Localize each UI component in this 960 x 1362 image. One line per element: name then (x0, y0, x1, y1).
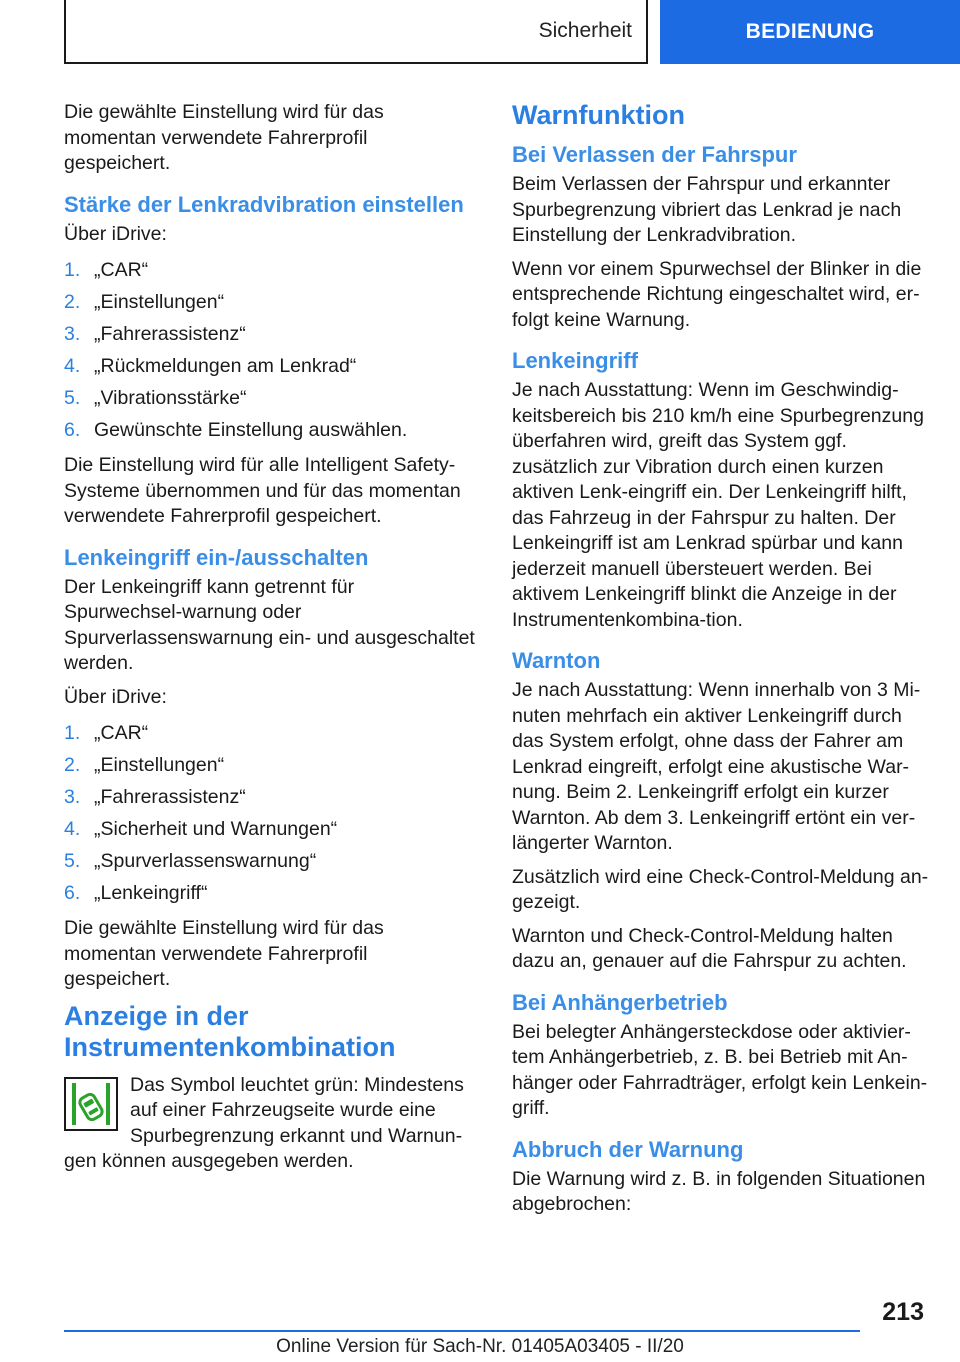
list-item-text: „CAR“ (94, 722, 149, 745)
steering-intervention-heading: Lenkeingriff (512, 348, 638, 373)
list-item-number: 4. (64, 818, 81, 841)
steering-toggle-text: Der Lenkeingriff kann getrennt für Spurwechsel-warnung oder Spurverlassenswarnung ein- und ausgeschaltet werden. (64, 575, 475, 674)
lane-departure-icon (64, 1077, 118, 1131)
list-item-text: „Lenkeingriff“ (94, 882, 208, 905)
intro-paragraph: Die gewählte Einstellung wird für das momentan verwendete Fahrerprofil gespeichert. (64, 101, 384, 174)
list-item-number: 4. (64, 355, 81, 378)
page-number: 213 (882, 1298, 924, 1326)
list-item (64, 750, 476, 782)
abort-text: Die Warnung wird z. B. in folgenden Situationen abgebrochen: (512, 1167, 926, 1215)
list-item-number: 6. (64, 882, 81, 905)
list-item-text: „Vibrationsstärke“ (94, 387, 247, 410)
header-section-title: Sicherheit (538, 19, 632, 42)
list-item-text: „Spurverlassenswarnung“ (94, 850, 317, 873)
steering-toggle-note: Die gewählte Einstellung wird für das momentan verwendete Fahrerprofil gespeichert. (64, 917, 384, 990)
list-item (64, 814, 476, 846)
footer-divider (64, 1330, 860, 1332)
display-heading: Anzeige in der Instrumentenkombination (64, 1000, 396, 1062)
lane-leave-p2: Wenn vor einem Spurwechsel der Blinker in die entsprechende Richtung eingeschaltet wird, er-folgt keine Warnung. (512, 257, 922, 331)
warning-tone-heading: Warnton (512, 648, 601, 673)
header-chapter-title: BEDIENUNG (745, 20, 875, 43)
list-item-text: „Sicherheit und Warnungen“ (94, 818, 338, 841)
left-column (64, 100, 476, 1183)
warning-tone-p2: Zusätzlich wird eine Check-Control-Meldung an-gezeigt. (512, 865, 929, 913)
header-chapter-tab (660, 0, 960, 64)
list-item-number: 2. (64, 291, 81, 314)
list-item-number: 3. (64, 323, 81, 346)
vibration-note: Die Einstellung wird für alle Intelligent Safety-Systeme übernommen und für das momentan verwendete Fahrerprofil gespeichert. (64, 454, 461, 527)
list-item-text: „Einstellungen“ (94, 754, 225, 777)
list-item-number: 2. (64, 754, 81, 777)
list-item-text: „Fahrerassistenz“ (94, 323, 246, 346)
abort-heading: Abbruch der Warnung (512, 1136, 744, 1162)
header-section-box (64, 0, 648, 64)
list-item-number: 1. (64, 722, 81, 745)
list-item (64, 718, 476, 750)
steering-toggle-steps (64, 718, 476, 910)
footer-online-version: Online Version für Sach-Nr. 01405A03405 - II/20 (276, 1336, 684, 1357)
list-item (64, 878, 476, 910)
list-item (64, 255, 476, 287)
list-item-text: „Fahrerassistenz“ (94, 786, 246, 809)
list-item (64, 383, 476, 415)
right-column (512, 100, 930, 1226)
list-item (64, 351, 476, 383)
list-item-number: 3. (64, 786, 81, 809)
warning-tone-p1: Je nach Ausstattung: Wenn innerhalb von 3 Mi-nuten mehrfach ein aktiver Lenkeingriff durch das System erfolgt, ohne dass der Fahrer am Lenkrad eingreift, erfolgt eine akustische War-nung. Beim 2. Lenkeingriff erfolgt ein kurzer Warnton. Ab dem 3. Lenkeingriff ertönt ein ver-längerter Warnton. (512, 679, 921, 854)
display-block (64, 1073, 476, 1175)
list-item-number: 5. (64, 387, 81, 410)
list-item (64, 846, 476, 878)
vibration-steps (64, 255, 476, 447)
list-item (64, 782, 476, 814)
steering-toggle-via: Über iDrive: (64, 685, 167, 708)
list-item-number: 5. (64, 850, 81, 873)
list-item (64, 287, 476, 319)
steering-intervention-text: Je nach Ausstattung: Wenn im Geschwindig-keitsbereich bis 210 km/h eine Spurbegrenzung überfahren wird, greift das System ggf. zusätzlich zur Vibration durch einen kurzen aktiven Lenk-eingriff ein. Der Lenkeingriff hilft, das Fahrzeug in der Fahrspur zu halten. Der Lenkeingriff ist am Lenkrad spürbar und kann jederzeit manuell übersteuert werden. Bei aktivem Lenkeingriff blinkt die Anzeige in der Instrumentenkombina-tion. (512, 379, 924, 631)
warning-tone-p3: Warnton und Check-Control-Meldung halten dazu an, genauer auf die Fahrspur zu achten. (512, 924, 907, 972)
display-text: Das Symbol leuchtet grün: Mindestens auf einer Fahrzeugseite wurde eine Spurbegrenzung erkannt und Warnun-gen können ausgegeben werden. (64, 1073, 464, 1172)
list-item-number: 6. (64, 419, 81, 442)
list-item-text: „Rückmeldungen am Lenkrad“ (94, 355, 357, 378)
vibration-via: Über iDrive: (64, 222, 167, 245)
list-item-text: „CAR“ (94, 259, 149, 282)
warning-function-heading: Warnfunktion (512, 100, 685, 130)
trailer-heading: Bei Anhängerbetrieb (512, 989, 728, 1015)
lane-leave-heading: Bei Verlassen der Fahrspur (512, 142, 797, 167)
list-item-text: „Einstellungen“ (94, 291, 225, 314)
trailer-text: Bei belegter Anhängersteckdose oder aktivier-tem Anhängerbetrieb, z. B. bei Betrieb mit An-hänger oder Fahrradträger, erfolgt kein Lenkein-griff. (512, 1020, 928, 1119)
lane-leave-p1: Beim Verlassen der Fahrspur und erkannter Spurbegrenzung vibriert das Lenkrad je nach Einstellung der Lenkradvibration. (512, 173, 902, 246)
list-item (64, 319, 476, 351)
list-item-text: Gewünschte Einstellung auswählen. (94, 419, 408, 442)
list-item (64, 415, 476, 447)
steering-toggle-heading: Lenkeingriff ein-/ausschalten (64, 544, 369, 570)
vibration-heading: Stärke der Lenkradvibration einstellen (64, 191, 464, 217)
list-item-number: 1. (64, 259, 81, 282)
